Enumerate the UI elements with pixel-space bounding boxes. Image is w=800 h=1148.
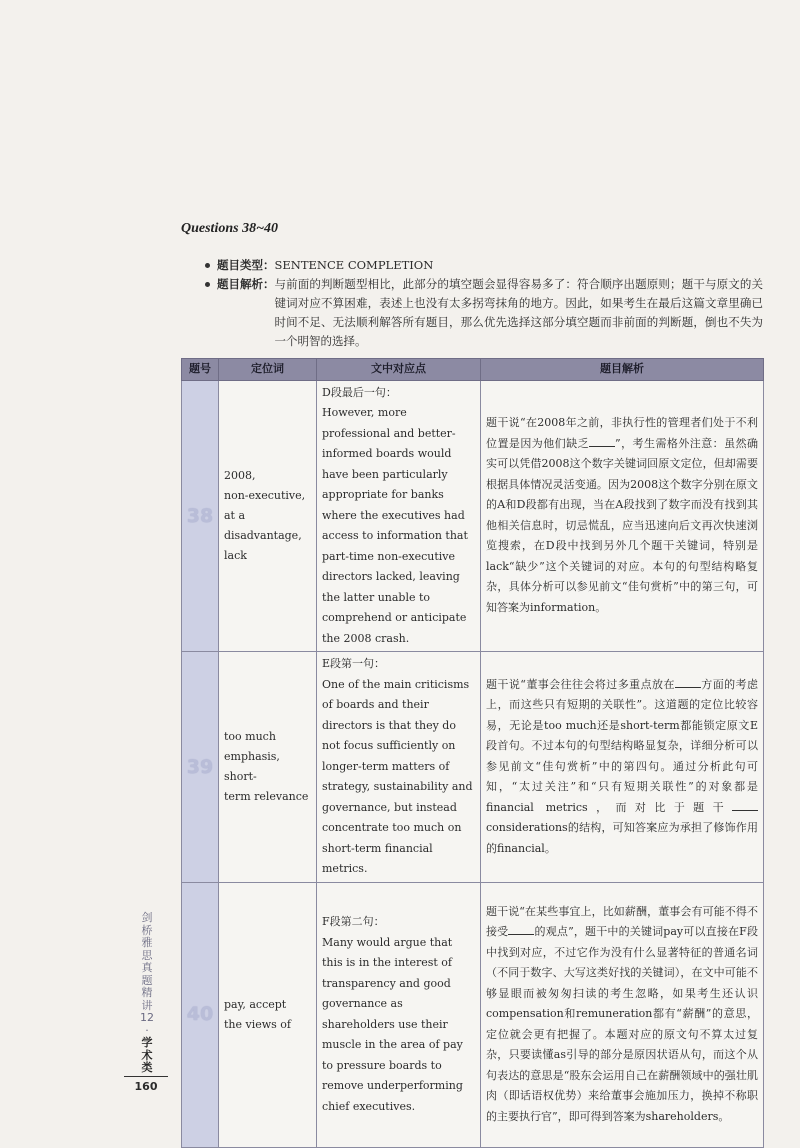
analysis-text-part: ”，考生需格外注意：虽然确实可以凭借2008这个数字关键词回原文定位，但却需要根据具体情况灵活变通。因为2008这个数字分别在原文的A和D段都有出现，当在A段找到了数字而没有找到其他相关信息时，切忌慌乱，应当迅速向后文再次快速浏览搜索，在D段中找到另外几个题干关键词，特别是lack“缺少”这个关键词的对应。本句的句型结构略复杂，具体分析可以参见前文“佳句赏析”中的第三句，可知答案为information。 xyxy=(486,436,759,614)
question-analysis-label: 题目解析： xyxy=(217,277,275,291)
question-number: 38 xyxy=(182,380,219,652)
source-cell xyxy=(317,882,481,1147)
keyword-cell xyxy=(219,380,317,652)
source-paragraph-tag: D段最后一句： xyxy=(322,385,397,399)
source-sentence: Many would argue that this is in the interest of transparency and good governance as shareholders use their muscle in the area of pay to pressure boards to remove underperforming chief executives. xyxy=(322,935,463,1113)
question-number: 40 xyxy=(182,882,219,1147)
analysis-cell xyxy=(481,882,764,1147)
book-spine-label xyxy=(140,912,154,1075)
question-number: 39 xyxy=(182,652,219,883)
analysis-text-part: 题干说“在某些事宜上，比如薪酬，董事会有可能不得不接受 xyxy=(486,904,758,939)
analysis-text-part: 题干说“在2008年之前，非执行性的管理者们处于不利位置是因为他们缺乏 xyxy=(486,416,758,450)
source-paragraph-tag: E段第一句： xyxy=(322,657,386,670)
analysis-table xyxy=(181,358,764,1148)
analysis-text-part: 方面的考虑上，而这些只有短期的关联性”。这道题的定位比较容易，无论是too much还是short-term都能锁定原文E段首句。不过本句的句型结构略显复杂，详细分析可以参见前文“佳句赏析”中的第四句。通过分析此句可知，“太过关注”和“只有短期关联性”的对象都是financial metrics，而对比于题干 xyxy=(486,677,759,814)
keyword-cell xyxy=(219,652,317,883)
question-analysis-item xyxy=(203,275,763,351)
question-type-label: 题目类型： xyxy=(217,258,275,272)
question-type-item xyxy=(203,256,763,275)
blank-line xyxy=(508,924,534,935)
analysis-text-part: 的观点”，题干中的关键词pay可以直接在F段中找到对应，不过它作为没有什么显著特征的普通名词（不同于数字、大写这类好找的关键词），在文中可能不够显眼而被匆匆扫读的考生忽略，如果考生还认识compensation和remuneration都有“薪酬”的意思，定位就会更有把握了。本题对应的原文句不算太过复杂，只要读懂as引导的部分是原因状语从句，而这个从句表达的意思是“股东会运用自己在薪酬领域中的强壮肌肉（即话语权优势）来给董事会施加压力，换掉不称职的主要执行官”，即可得到答案为shareholders。 xyxy=(486,925,758,1123)
section-heading: Questions 38~40 xyxy=(181,221,279,236)
analysis-cell xyxy=(481,652,764,883)
analysis-text-part: 题干说“董事会往往会将过多重点放在 xyxy=(486,677,675,691)
intro-bullets xyxy=(203,256,763,351)
header-keywords: 定位词 xyxy=(219,359,317,381)
table-row xyxy=(182,380,764,652)
keyword-cell xyxy=(219,882,317,1147)
keywords-text: pay, accept the views of xyxy=(224,997,292,1031)
table-row xyxy=(182,882,764,1147)
keywords-text: too much emphasis, short- term relevance xyxy=(224,729,309,803)
source-sentence: One of the main criticisms of boards and their directors is that they do not focus sufficiently on longer-term matters of strategy, sustainability and governance, but instead concentrate too much on short-term financial metrics. xyxy=(322,677,473,875)
spine-dot: · xyxy=(145,1023,149,1037)
header-source: 文中对应点 xyxy=(317,359,481,381)
keywords-text: 2008, non-executive, at a disadvantage, lack xyxy=(224,468,306,562)
question-analysis-text: 与前面的判断题型相比，此部分的填空题会显得容易多了：符合顺序出题原则；题干与原文的关键词对应不算困难，表述上也没有太多拐弯抹角的地方。因此，如果考生在最后这篇文章里确已时间不足、无法顺利解答所有题目，那么优先选择这部分填空题而非前面的判断题，倒也不失为一个明智的选择。 xyxy=(274,277,763,348)
header-number: 题号 xyxy=(182,359,219,381)
book-series-title: 剑桥雅思真题精讲12 xyxy=(140,911,154,1024)
blank-line xyxy=(675,677,701,688)
source-cell xyxy=(317,652,481,883)
book-subtitle: 学术类 xyxy=(141,1036,153,1074)
source-cell xyxy=(317,380,481,652)
table-row xyxy=(182,652,764,883)
table-header-row xyxy=(182,359,764,381)
analysis-cell xyxy=(481,380,764,652)
question-type-text: SENTENCE COMPLETION xyxy=(274,258,434,272)
page-number: 160 xyxy=(124,1076,168,1093)
blank-line xyxy=(732,800,758,811)
header-analysis: 题目解析 xyxy=(481,359,764,381)
source-sentence: However, more professional and better-informed boards would have been particularly appropriate for banks where the executives had access to information that part-time non-executive directors lacked, leaving the latter unable to comprehend or anticipate the 2008 crash. xyxy=(322,406,468,645)
blank-line xyxy=(589,436,615,447)
source-paragraph-tag: F段第二句： xyxy=(322,915,385,928)
analysis-text-part: considerations的结构，可知答案应为承担了修饰作用的financial。 xyxy=(486,821,758,855)
